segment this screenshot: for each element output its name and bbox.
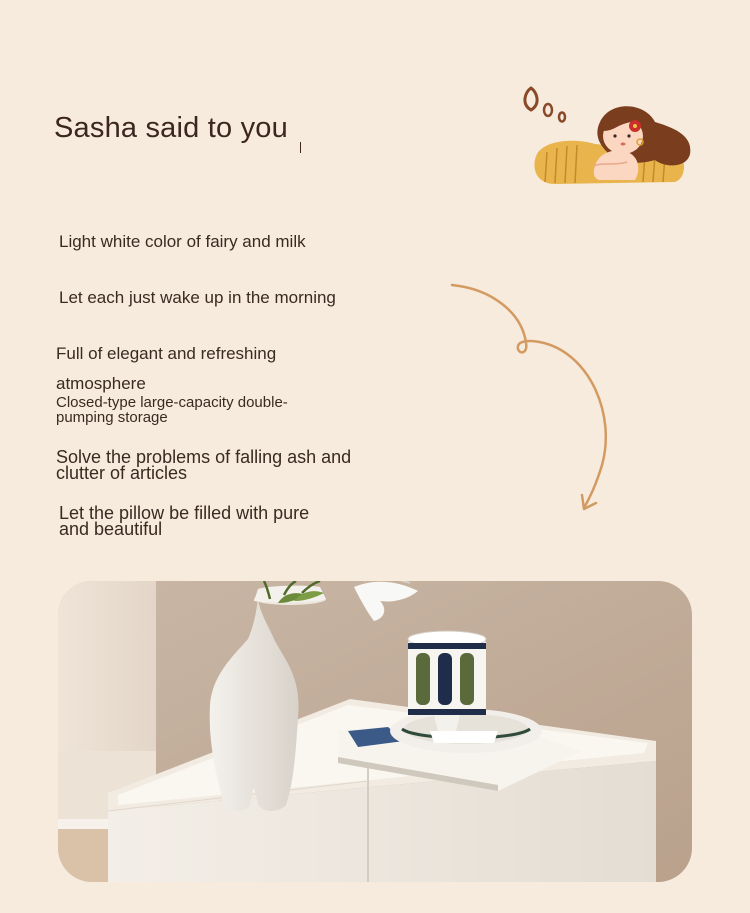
curved-arrow-icon: [440, 275, 630, 520]
intro-line-7b: and beautiful: [59, 519, 163, 539]
intro-line-5a: Closed-type large-capacity double-: [56, 394, 288, 411]
girl-pillow-illustration: [515, 82, 695, 192]
title-caret: [300, 142, 301, 153]
product-photo: [58, 581, 692, 882]
intro-line-6b: clutter of articles: [56, 463, 188, 483]
page-title: Sasha said to you: [54, 112, 288, 144]
intro-line-4: atmosphere: [56, 374, 146, 393]
intro-line-2: Let each just wake up in the morning: [59, 288, 336, 307]
intro-line-7a: Let the pillow be filled with pure: [59, 503, 310, 523]
intro-line-6a: Solve the problems of falling ash and: [56, 447, 352, 467]
intro-line-1: Light white color of fairy and milk: [59, 232, 306, 251]
intro-line-3: Full of elegant and refreshing: [56, 344, 277, 363]
intro-line-5b: pumping storage: [56, 409, 168, 426]
